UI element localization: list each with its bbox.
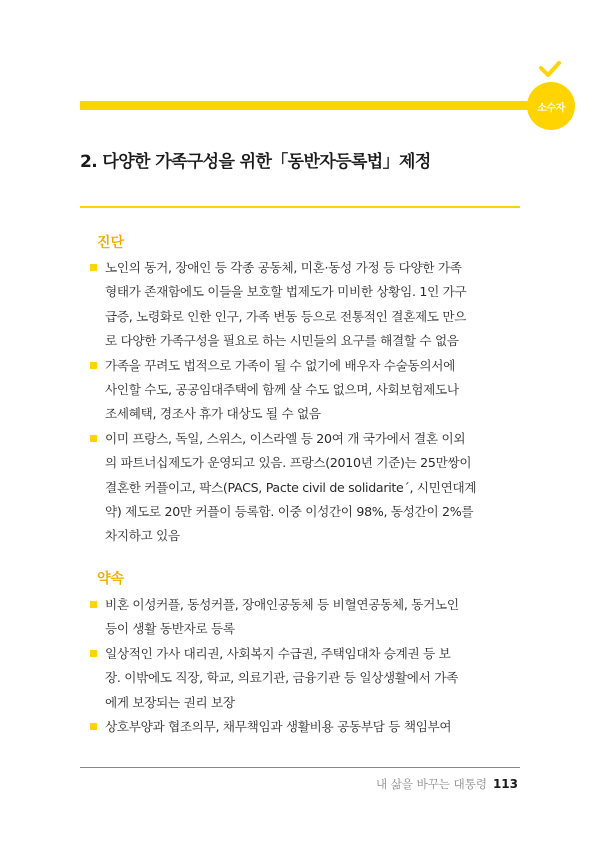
promise-heading: 약속: [97, 571, 125, 587]
category-badge: [527, 82, 575, 130]
diagnosis-item-line: 약) 제도로 20만 커플이 등록함. 이중 이성간이 98%, 동성간이 2%를: [105, 504, 474, 520]
promise-item-line: 상호부양과 협조의무, 채무책임과 생활비용 공동부담 등 책임부여: [105, 719, 452, 735]
diagnosis-item: [90, 256, 520, 354]
promise-item-line: 에게 보장되는 권리 보장: [105, 694, 235, 710]
promise-item-line: 일상적인 가사 대리권, 사회복지 수급권, 주택임대차 승계권 등 보: [105, 645, 451, 661]
promise-item-line: 비혼 이성커플, 동성커플, 장애인공동체 등 비혈연공동체, 동거노인: [105, 597, 459, 612]
promise-list: [90, 593, 520, 739]
promise-item-line: 등이 생활 동반자로 등록: [105, 621, 235, 637]
promise-item-line: 장. 이밖에도 직장, 학교, 의료기관, 금융기관 등 일상생활에서 가족: [105, 670, 458, 686]
checkmark-icon: [538, 60, 562, 78]
diagnosis-item-line: 결혼한 커플이고, 팍스(PACS, Pacte civil de solidarite´, 시민연대계: [105, 479, 477, 495]
diagnosis-item-line: 로 다양한 가족구성을 필요로 하는 시민들의 요구를 해결할 수 없음: [105, 333, 459, 349]
diagnosis-item: [90, 427, 520, 549]
bullet-square-icon: [90, 362, 97, 369]
page-title: 2. 다양한 가족구성을 위한「동반자등록법」제정: [80, 152, 431, 172]
promise-item: [90, 642, 520, 715]
bullet-square-icon: [90, 601, 97, 608]
title-divider: [80, 206, 520, 208]
page-number: 113: [492, 777, 518, 791]
category-badge-label: 소수자: [537, 102, 565, 114]
bullet-square-icon: [90, 723, 97, 730]
diagnosis-item-line: 차지하고 있음: [105, 528, 180, 544]
diagnosis-item-line: 가족을 꾸려도 법적으로 가족이 될 수 없기에 배우자 수술동의서에: [105, 357, 455, 373]
diagnosis-item-line: 노인의 동거, 장애인 등 각종 공동체, 미혼·동성 가정 등 다양한 가족: [105, 260, 462, 275]
book-title: 내 삶을 바꾸는 대통령: [375, 777, 487, 791]
diagnosis-item-line: 형태가 존재함에도 이들을 보호할 법제도가 미비한 상황임. 1인 가구: [105, 284, 467, 300]
footer: [376, 776, 518, 792]
diagnosis-item-line: 급증, 노령화로 인한 인구, 가족 변동 등으로 전통적인 결혼제도 만으: [105, 308, 467, 324]
footer-divider: [80, 767, 520, 768]
diagnosis-list: [90, 256, 520, 549]
bullet-square-icon: [90, 264, 97, 271]
bullet-square-icon: [90, 650, 97, 657]
bullet-square-icon: [90, 435, 97, 442]
diagnosis-item: [90, 354, 520, 427]
header-bar: [80, 101, 536, 110]
promise-item: [90, 593, 520, 642]
diagnosis-item-line: 사인할 수도, 공공임대주택에 함께 살 수도 없으며, 사회보험제도나: [105, 382, 459, 398]
promise-item: [90, 715, 520, 739]
diagnosis-heading: 진단: [97, 235, 125, 251]
diagnosis-item-line: 의 파트너십제도가 운영되고 있음. 프랑스(2010년 기준)는 25만쌍이: [105, 455, 472, 471]
diagnosis-item-line: 조세혜택, 경조사 휴가 대상도 될 수 없음: [105, 406, 321, 422]
diagnosis-item-line: 이미 프랑스, 독일, 스위스, 이스라엘 등 20여 개 국가에서 결혼 이외: [105, 430, 466, 446]
